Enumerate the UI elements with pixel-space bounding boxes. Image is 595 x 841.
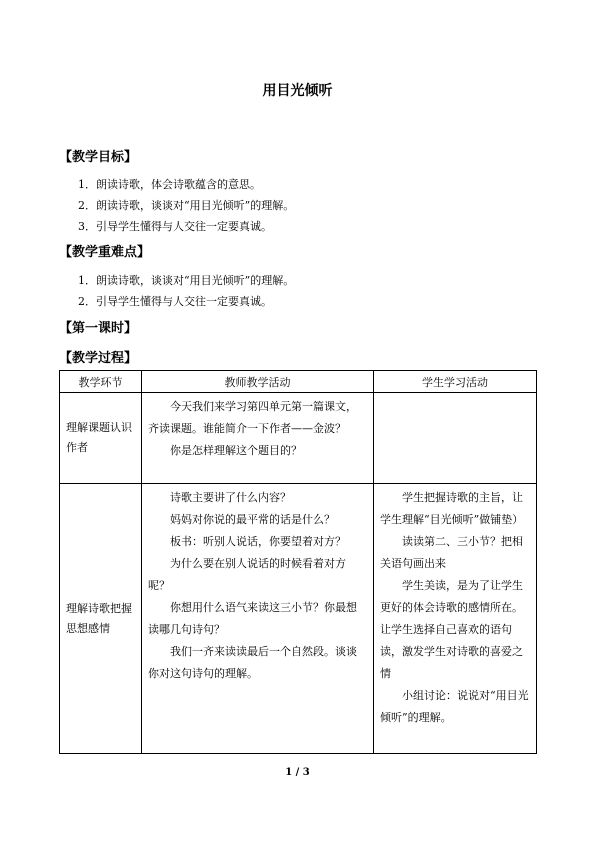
page-number: 1 / 3 bbox=[285, 767, 310, 778]
teacher-paragraph: 你想用什么语气来读这三小节？你最想读哪几句诗句？ bbox=[148, 601, 357, 636]
section-heading-lesson: 【第一课时】 bbox=[59, 321, 138, 336]
teaching-process-table bbox=[59, 370, 537, 754]
goal-item: 1．朗读诗歌，体会诗歌蕴含的意思。 bbox=[78, 178, 261, 191]
teacher-paragraph: 诗歌主要讲了什么内容？ bbox=[170, 491, 291, 504]
student-activity-cell bbox=[374, 393, 537, 484]
goal-item: 3．引导学生懂得与人交往一定要真诚。 bbox=[78, 220, 272, 233]
teacher-paragraph: 板书：听别人说话，你要望着对方？ bbox=[170, 535, 346, 548]
student-activity-cell bbox=[374, 484, 537, 754]
teacher-paragraph: 你是怎样理解这个题目的？ bbox=[170, 444, 302, 457]
header-stage: 教学环节 bbox=[60, 371, 142, 393]
teacher-paragraph: 妈妈对你说的最平常的话是什么？ bbox=[170, 513, 335, 526]
goal-item: 2．朗读诗歌，谈谈对“用目光倾听”的理解。 bbox=[78, 199, 295, 212]
teacher-activity-cell bbox=[142, 393, 374, 484]
student-paragraph: 学生把握诗歌的主旨，让学生理解“目光倾听”做铺垫） bbox=[380, 491, 524, 526]
difficulty-item: 2．引导学生懂得与人交往一定要真诚。 bbox=[78, 295, 272, 308]
table-row bbox=[60, 393, 537, 484]
teacher-paragraph: 我们一齐来读读最后一个自然段。谈谈你对这句诗句的理解。 bbox=[148, 645, 357, 680]
student-paragraph: 学生美读，是为了让学生更好的体会诗歌的感情所在。让学生选择自己喜欢的语句读，激发学生对诗歌的喜爱之情 bbox=[380, 579, 523, 680]
teacher-paragraph: 今天我们来学习第四单元第一篇课文，齐读课题。谁能简介一下作者——金波？ bbox=[148, 400, 357, 435]
difficulty-item: 1．朗读诗歌，谈谈对“用目光倾听”的理解。 bbox=[78, 274, 295, 287]
stage-cell: 理解课题认识作者 bbox=[60, 393, 142, 484]
document-title: 用目光倾听 bbox=[262, 83, 333, 99]
header-student: 学生学习活动 bbox=[374, 371, 537, 393]
section-heading-process: 【教学过程】 bbox=[59, 351, 138, 366]
section-heading-goals: 【教学目标】 bbox=[59, 150, 138, 165]
stage-cell: 理解诗歌把握思想感情 bbox=[60, 484, 142, 754]
table-header-row bbox=[60, 371, 537, 393]
student-paragraph: 小组讨论：说说对“用目光倾听”的理解。 bbox=[380, 689, 529, 724]
teacher-activity-cell bbox=[142, 484, 374, 754]
header-teacher: 教师教学活动 bbox=[142, 371, 374, 393]
student-paragraph: 读读第二、三小节？把相关语句画出来 bbox=[380, 535, 523, 570]
section-heading-difficulties: 【教学重难点】 bbox=[59, 245, 151, 260]
table-row bbox=[60, 484, 537, 754]
teacher-paragraph: 为什么要在别人说话的时候看着对方呢？ bbox=[148, 557, 346, 592]
